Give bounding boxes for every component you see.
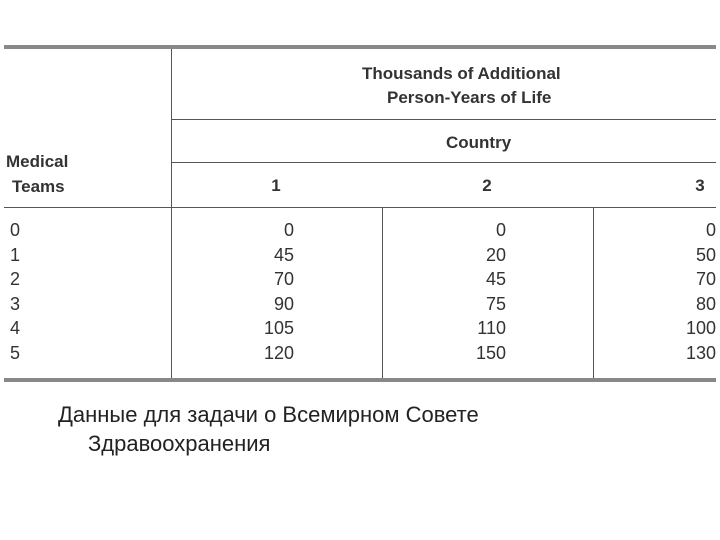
table-cell: 80 — [695, 293, 716, 314]
group-header-line1: Thousands of Additional — [362, 64, 561, 83]
table-bottom-rule — [4, 378, 716, 382]
group-header-line2: Person-Years of Life — [387, 88, 552, 107]
column-divider-1-2 — [382, 207, 383, 378]
column-header-country-2: 2 — [482, 176, 492, 195]
column-header-country-3: 3 — [695, 176, 705, 195]
table-cell: 0 — [495, 220, 506, 240]
table-cell: 100 — [685, 318, 716, 338]
medical-teams-column — [10, 218, 50, 365]
group-header-divider — [171, 119, 716, 120]
table-cell: 0 — [283, 220, 294, 240]
table-cell: 70 — [695, 269, 716, 289]
table-cell: 3 — [10, 293, 21, 314]
column-header-country-1: 1 — [271, 176, 281, 195]
row-header-divider — [171, 49, 172, 378]
table-top-rule — [4, 45, 716, 49]
caption-line-1: Данные для задачи о Всемирном Совете — [58, 402, 479, 427]
caption-line-2: Здравоохранения — [88, 431, 271, 456]
table-cell: 130 — [685, 342, 716, 363]
table-cell: 120 — [263, 342, 294, 363]
table-cell: 105 — [263, 318, 294, 338]
table-cell: 70 — [273, 269, 294, 289]
table-cell: 90 — [273, 293, 294, 314]
table-cell: 5 — [10, 342, 21, 363]
table-cell: 4 — [10, 318, 21, 338]
table-cell: 110 — [477, 318, 506, 338]
table-cell: 150 — [475, 342, 506, 363]
column-divider-2-3 — [593, 207, 594, 378]
country-header: Country — [446, 133, 512, 152]
medical-teams-header-line1: Medical — [6, 152, 69, 171]
table-cell: 2 — [10, 269, 21, 289]
country-3-column — [662, 218, 716, 365]
table-cell: 0 — [10, 220, 21, 240]
country-1-column — [240, 218, 294, 365]
table-cell: 1 — [10, 244, 21, 265]
table-cell: 50 — [695, 244, 716, 265]
table-cell: 45 — [273, 244, 294, 265]
table-cell: 20 — [485, 244, 506, 265]
table-cell: 0 — [705, 220, 716, 240]
medical-teams-header-line2: Teams — [12, 177, 65, 196]
subgroup-header-divider — [171, 162, 716, 163]
table-caption — [58, 400, 678, 458]
table-cell: 75 — [485, 293, 506, 314]
country-2-column — [452, 218, 506, 365]
header-body-divider — [4, 207, 716, 208]
table-cell: 45 — [485, 269, 506, 289]
